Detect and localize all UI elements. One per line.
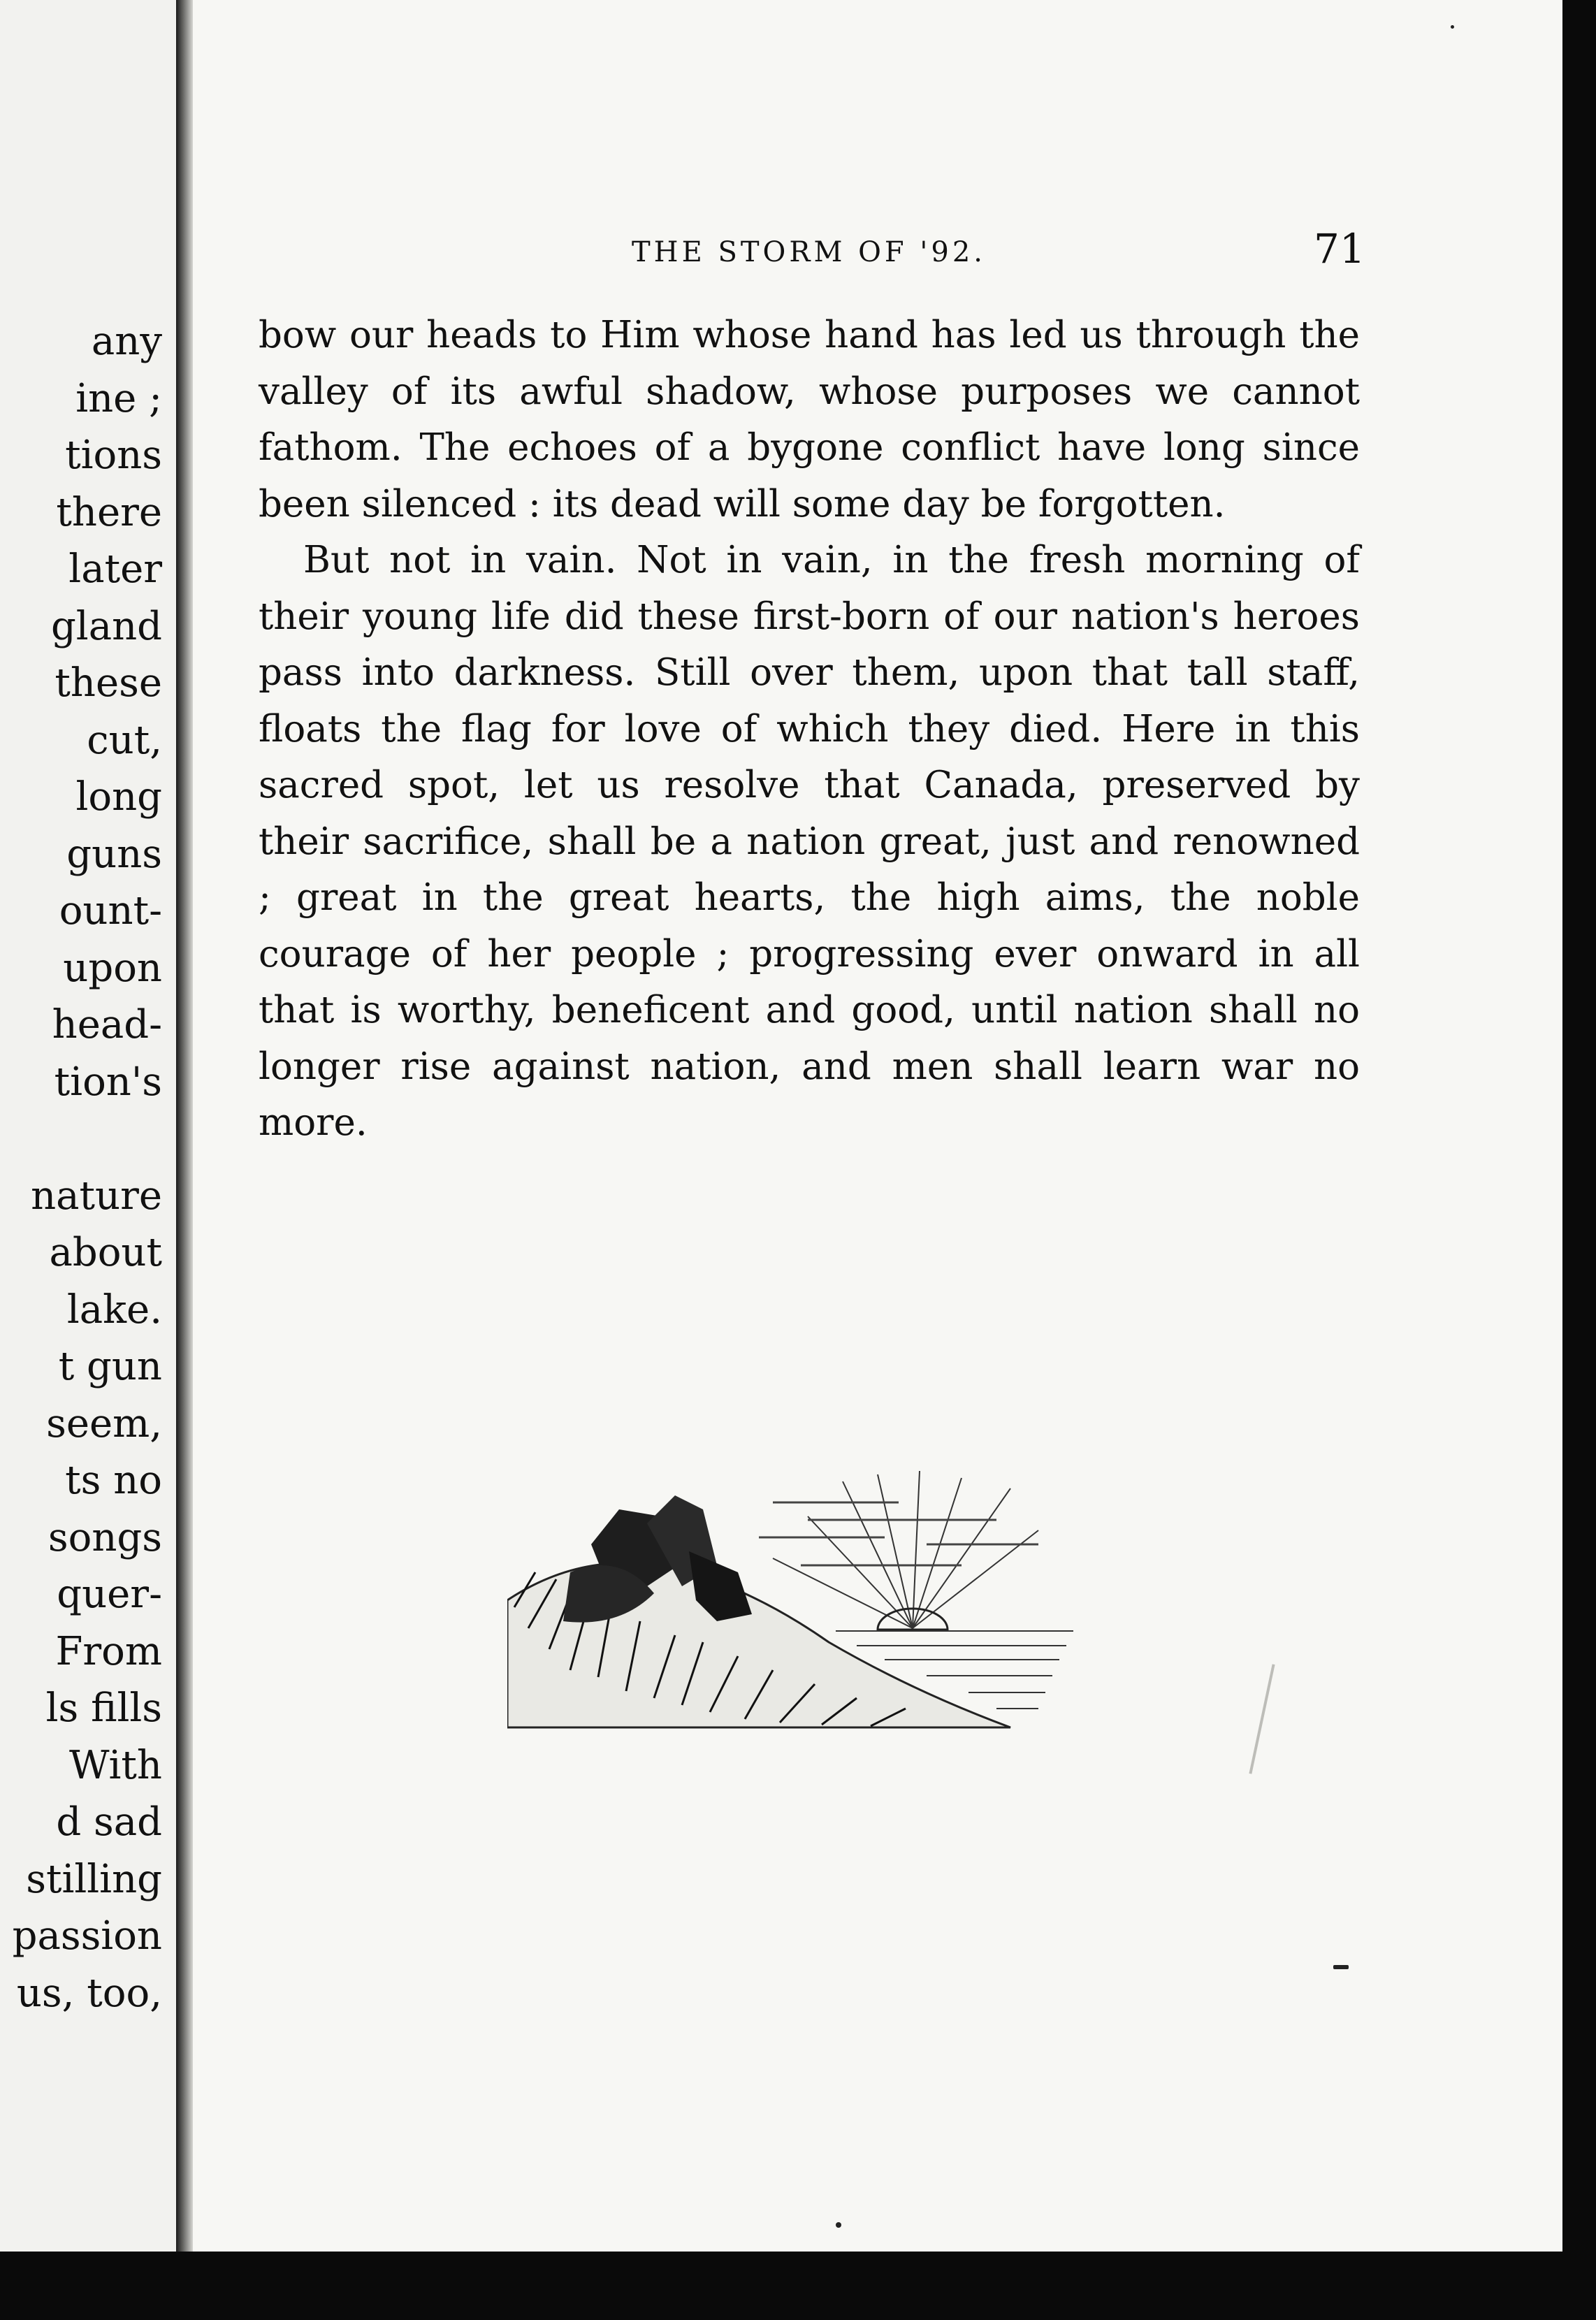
left-line: about: [49, 1230, 162, 1275]
body-text: [259, 307, 1360, 1152]
left-line: guns: [66, 831, 162, 877]
left-line: ts no: [65, 1458, 162, 1503]
left-line: long: [75, 774, 162, 820]
left-line: lake.: [66, 1286, 162, 1333]
running-title: THE STORM OF '92.: [632, 236, 987, 268]
speck: [836, 2222, 841, 2228]
left-line: these: [55, 660, 162, 706]
left-line: passion: [12, 1913, 162, 1959]
left-line: From: [55, 1628, 162, 1674]
left-line: quer-: [57, 1572, 162, 1617]
left-line: [0, 1110, 162, 1168]
left-line: tion's: [54, 1059, 162, 1105]
left-line: ls fills: [45, 1685, 162, 1731]
page-number: 71: [1314, 225, 1365, 273]
running-head: [193, 225, 1562, 288]
paragraph-2: But not in vain. Not in vain, in the fresh morning of their young life did these first-born of our nation's heroes pass into darkness. Still over them, upon that tall staff, floats the flag for love of which they died. Here in this sacred spot, let us resolve that Canada, preserved by their sacrifice, shall be a nation great, just and renowned ; great in the great hearts, the high aims, the noble courage of her people ; progressing ever onward in all that is worthy, beneficent and good, until nation shall no longer rise against nation, and men shall learn war no more.: [259, 539, 1360, 1144]
left-line: seem,: [46, 1400, 162, 1447]
left-facing-page: [0, 0, 176, 2252]
left-line: With: [68, 1742, 162, 1788]
left-line: later: [68, 546, 162, 592]
left-line: stilling: [26, 1856, 162, 1902]
speck: [1451, 25, 1454, 29]
left-line: head-: [52, 1002, 162, 1047]
left-line: ount-: [59, 888, 162, 934]
left-line: d sad: [56, 1799, 162, 1845]
left-line: t gun: [58, 1344, 162, 1389]
left-page-text: [0, 313, 162, 2022]
left-line: there: [56, 489, 162, 535]
paragraph-1: bow our heads to Him whose hand has led us through the valley of its awful shadow, whose purposes we cannot fathom. The echoes of a bygone conflict have long since been silenced : its dead will some day be forgotten.: [259, 314, 1360, 525]
left-line: upon: [63, 945, 162, 991]
left-line: ine ;: [75, 375, 162, 421]
left-line: cut,: [87, 717, 162, 763]
left-line: gland: [50, 603, 162, 649]
right-page: [193, 0, 1562, 2252]
left-line: any: [91, 319, 162, 364]
left-line: us, too,: [16, 1970, 162, 2016]
left-line: nature: [31, 1173, 162, 1219]
left-line: tions: [65, 433, 162, 478]
speck: [1333, 1965, 1349, 1969]
sunset-over-water-vignette-icon: [507, 1467, 1080, 1747]
paper-edge-mark: [1249, 1664, 1275, 1774]
left-line: songs: [48, 1514, 162, 1560]
book-gutter: [176, 0, 193, 2252]
